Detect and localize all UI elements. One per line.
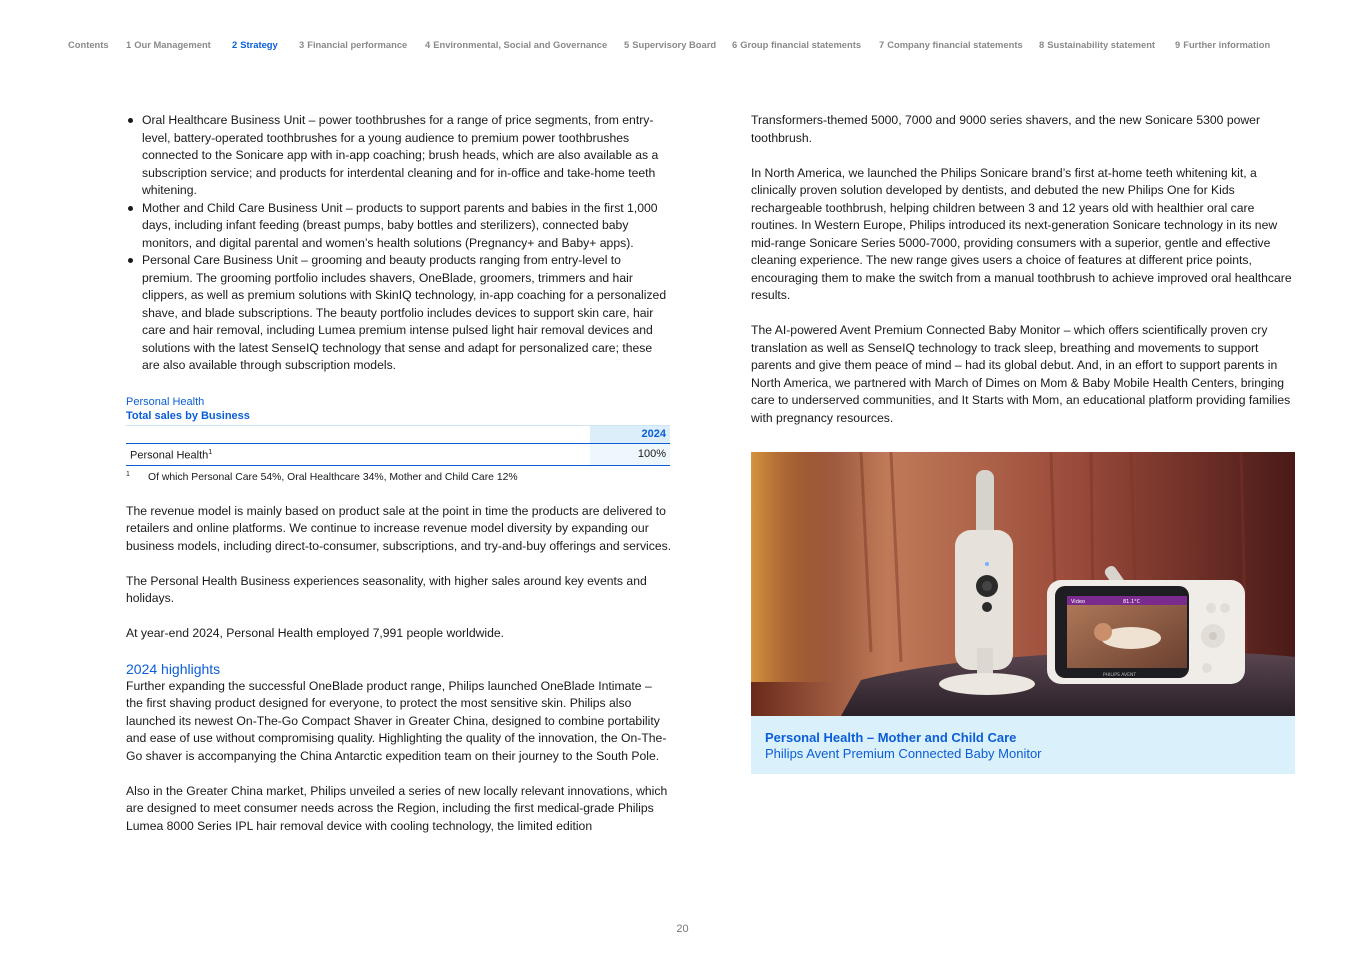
nav-number: 2: [232, 39, 238, 50]
revenue-model-paragraph: The revenue model is mainly based on product sale at the point in time the products are delivered to retailers and online platforms. We continue to increase revenue model diversity by expanding our business models, including direct-to-consumer, subscriptions, and try-and-buy offerings and services.: [126, 503, 672, 553]
photo-caption: [751, 716, 1295, 774]
nav-number: 4: [425, 39, 431, 50]
table-caption: [126, 395, 672, 423]
nav-esg[interactable]: [425, 39, 607, 50]
nav-label: Strategy: [240, 39, 278, 50]
business-unit-list: [126, 112, 672, 375]
nav-number: 8: [1039, 39, 1045, 50]
right-column: [751, 112, 1297, 427]
footnote-text: Of which Personal Care 54%, Oral Healthcare 34%, Mother and Child Care 12%: [148, 472, 518, 484]
highlights-heading: 2024 highlights: [126, 660, 221, 677]
nav-label: Our Management: [134, 39, 211, 50]
nav-number: 3: [299, 39, 305, 50]
nav-our-management[interactable]: [126, 39, 211, 50]
nav-number: 1: [126, 39, 132, 50]
nav-label: Contents: [68, 39, 109, 50]
top-navigation: [68, 39, 1308, 53]
caption-subtitle: Philips Avent Premium Connected Baby Monitor: [765, 746, 1042, 761]
list-item-mother-child-care: Mother and Child Care Business Unit – products to support parents and babies in the first 1,000 days, including infant feeding (breast pumps, baby bottles and sterilizers), connected baby monitors, and digital parental and women’s health solutions (Pregnancy+ and Baby+ apps).: [126, 200, 672, 253]
nav-label: Company financial statements: [887, 39, 1023, 50]
screen-label: Video: [1071, 599, 1086, 605]
nav-number: 9: [1175, 39, 1181, 50]
table-header-row: [126, 425, 670, 444]
list-item-personal-care: Personal Care Business Unit – grooming and beauty products ranging from entry-level to premium. The grooming portfolio includes shavers, OneBlade, groomers, trimmers and hair clippers, as well as premium solutions with SkinIQ technology, in-app coaching for a personalized shave, and blade subscriptions. The beauty portfolio includes devices to support skin care, hair care and hair removal, including Lumea premium intense pulsed light hair removal devices and solutions with the latest SenseIQ technology that sense and adapt for personalized care; these are also available through subscription models.: [126, 252, 672, 375]
table-row: [126, 444, 670, 466]
sales-table: [126, 425, 670, 467]
nav-financial-performance[interactable]: [299, 39, 407, 50]
nav-number: 6: [732, 39, 738, 50]
row-label: Personal Health: [130, 449, 209, 462]
nav-label: Further information: [1183, 39, 1271, 50]
footnote-reference: 1: [208, 449, 213, 456]
list-item-oral-healthcare: Oral Healthcare Business Unit – power toothbrushes for a range of price segments, from entry-level, battery-operated toothbrushes for a young audience to premium power toothbrushes connected to the Sonicare app with in-app coaching; brush heads, which are also available as a subscription service; and products for interdental cleaning and for in-office and take-home teeth whitening.: [126, 112, 672, 200]
nav-group-financial-statements[interactable]: [732, 39, 861, 50]
seasonality-paragraph: The Personal Health Business experiences seasonality, with higher sales around key events and holidays.: [126, 573, 647, 606]
nav-supervisory-board[interactable]: [624, 39, 716, 50]
table-subtitle: Personal Health: [126, 395, 205, 408]
row-label-cell: [126, 444, 590, 466]
nav-contents[interactable]: [68, 39, 109, 50]
nav-label: Supervisory Board: [632, 39, 717, 50]
table-header-blank: [126, 425, 590, 444]
nav-label: Financial performance: [307, 39, 408, 50]
transformers-paragraph: Transformers-themed 5000, 7000 and 9000 series shavers, and the new Sonicare 5300 power toothbrush.: [751, 113, 1261, 145]
greater-china-paragraph: Also in the Greater China market, Philips unveiled a series of new locally relevant innovations, which are designed to meet consumer needs across the Region, including the first medical-grade Philips Lumea 8000 Series IPL hair removal device with cooling technology, the limited edition: [126, 783, 668, 833]
nav-label: Sustainability statement: [1047, 39, 1156, 50]
device-brand-label: PHILIPS AVENT: [1103, 673, 1137, 678]
table-title: Total sales by Business: [126, 409, 250, 422]
baby-monitor-illustration: [751, 452, 1295, 716]
caption-title: Personal Health – Mother and Child Care: [765, 730, 1017, 745]
footnote-mark: 1: [126, 471, 130, 479]
row-value: 100%: [590, 444, 670, 466]
nav-label: Environmental, Social and Governance: [433, 39, 608, 50]
oneblade-paragraph: Further expanding the successful OneBlade product range, Philips launched OneBlade Intimate – the first shaving product designed for everyone, to protect the most sensitive skin. Philips also launched its newest On-The-Go Compact Shaver in Greater China, designed to combine portability and ease of use without compromising quality. Highlighting the quality of the innovation, the On-The-Go shaver is accompanying the China Antarctic expedition team on their journey to the South Pole.: [126, 678, 667, 763]
baby-monitor-paragraph: The AI-powered Avent Premium Connected Baby Monitor – which offers scientifically proven cry translation as well as SenseIQ technology to track sleep, breathing and movements to support parents and give them peace of mind – had its global debut. And, in an effort to support parents in North America, we partnered with March of Dimes on Mom & Baby Mobile Health Centers, bringing care to underserved communities, and It Starts with Mom, an educational platform providing families with pregnancy resources.: [751, 323, 1291, 425]
employees-paragraph: At year-end 2024, Personal Health employed 7,991 people worldwide.: [126, 626, 505, 641]
nav-strategy[interactable]: [232, 39, 278, 50]
page-number: 20: [676, 923, 689, 935]
product-photo: [751, 452, 1295, 716]
nav-number: 7: [879, 39, 885, 50]
nav-label: Group financial statements: [740, 39, 862, 50]
table-footnote: [126, 471, 672, 485]
left-column: [126, 112, 672, 835]
nav-sustainability-statement[interactable]: [1039, 39, 1155, 50]
nav-company-financial-statements[interactable]: [879, 39, 1023, 50]
nav-number: 5: [624, 39, 630, 50]
north-america-paragraph: In North America, we launched the Philips Sonicare brand’s first at-home teeth whitening kit, a clinically proven solution developed by dentists, and debuted the new Philips One for Kids rechargeable toothbrush, helping children between 3 and 12 years old with healthier oral care routines. In Western Europe, Philips introduced its next-generation Sonicare technology in its new mid-range Sonicare Series 5000-7000, providing consumers with a superior, gentle and effective cleaning experience. The new range gives users a choice of features at different price points, encouraging them to make the switch from a manual toothbrush to achieve improved oral healthcare results.: [751, 165, 1292, 302]
screen-temperature: 81.1°C: [1123, 599, 1141, 605]
nav-further-information[interactable]: [1175, 39, 1270, 50]
table-header-year: 2024: [590, 425, 670, 444]
